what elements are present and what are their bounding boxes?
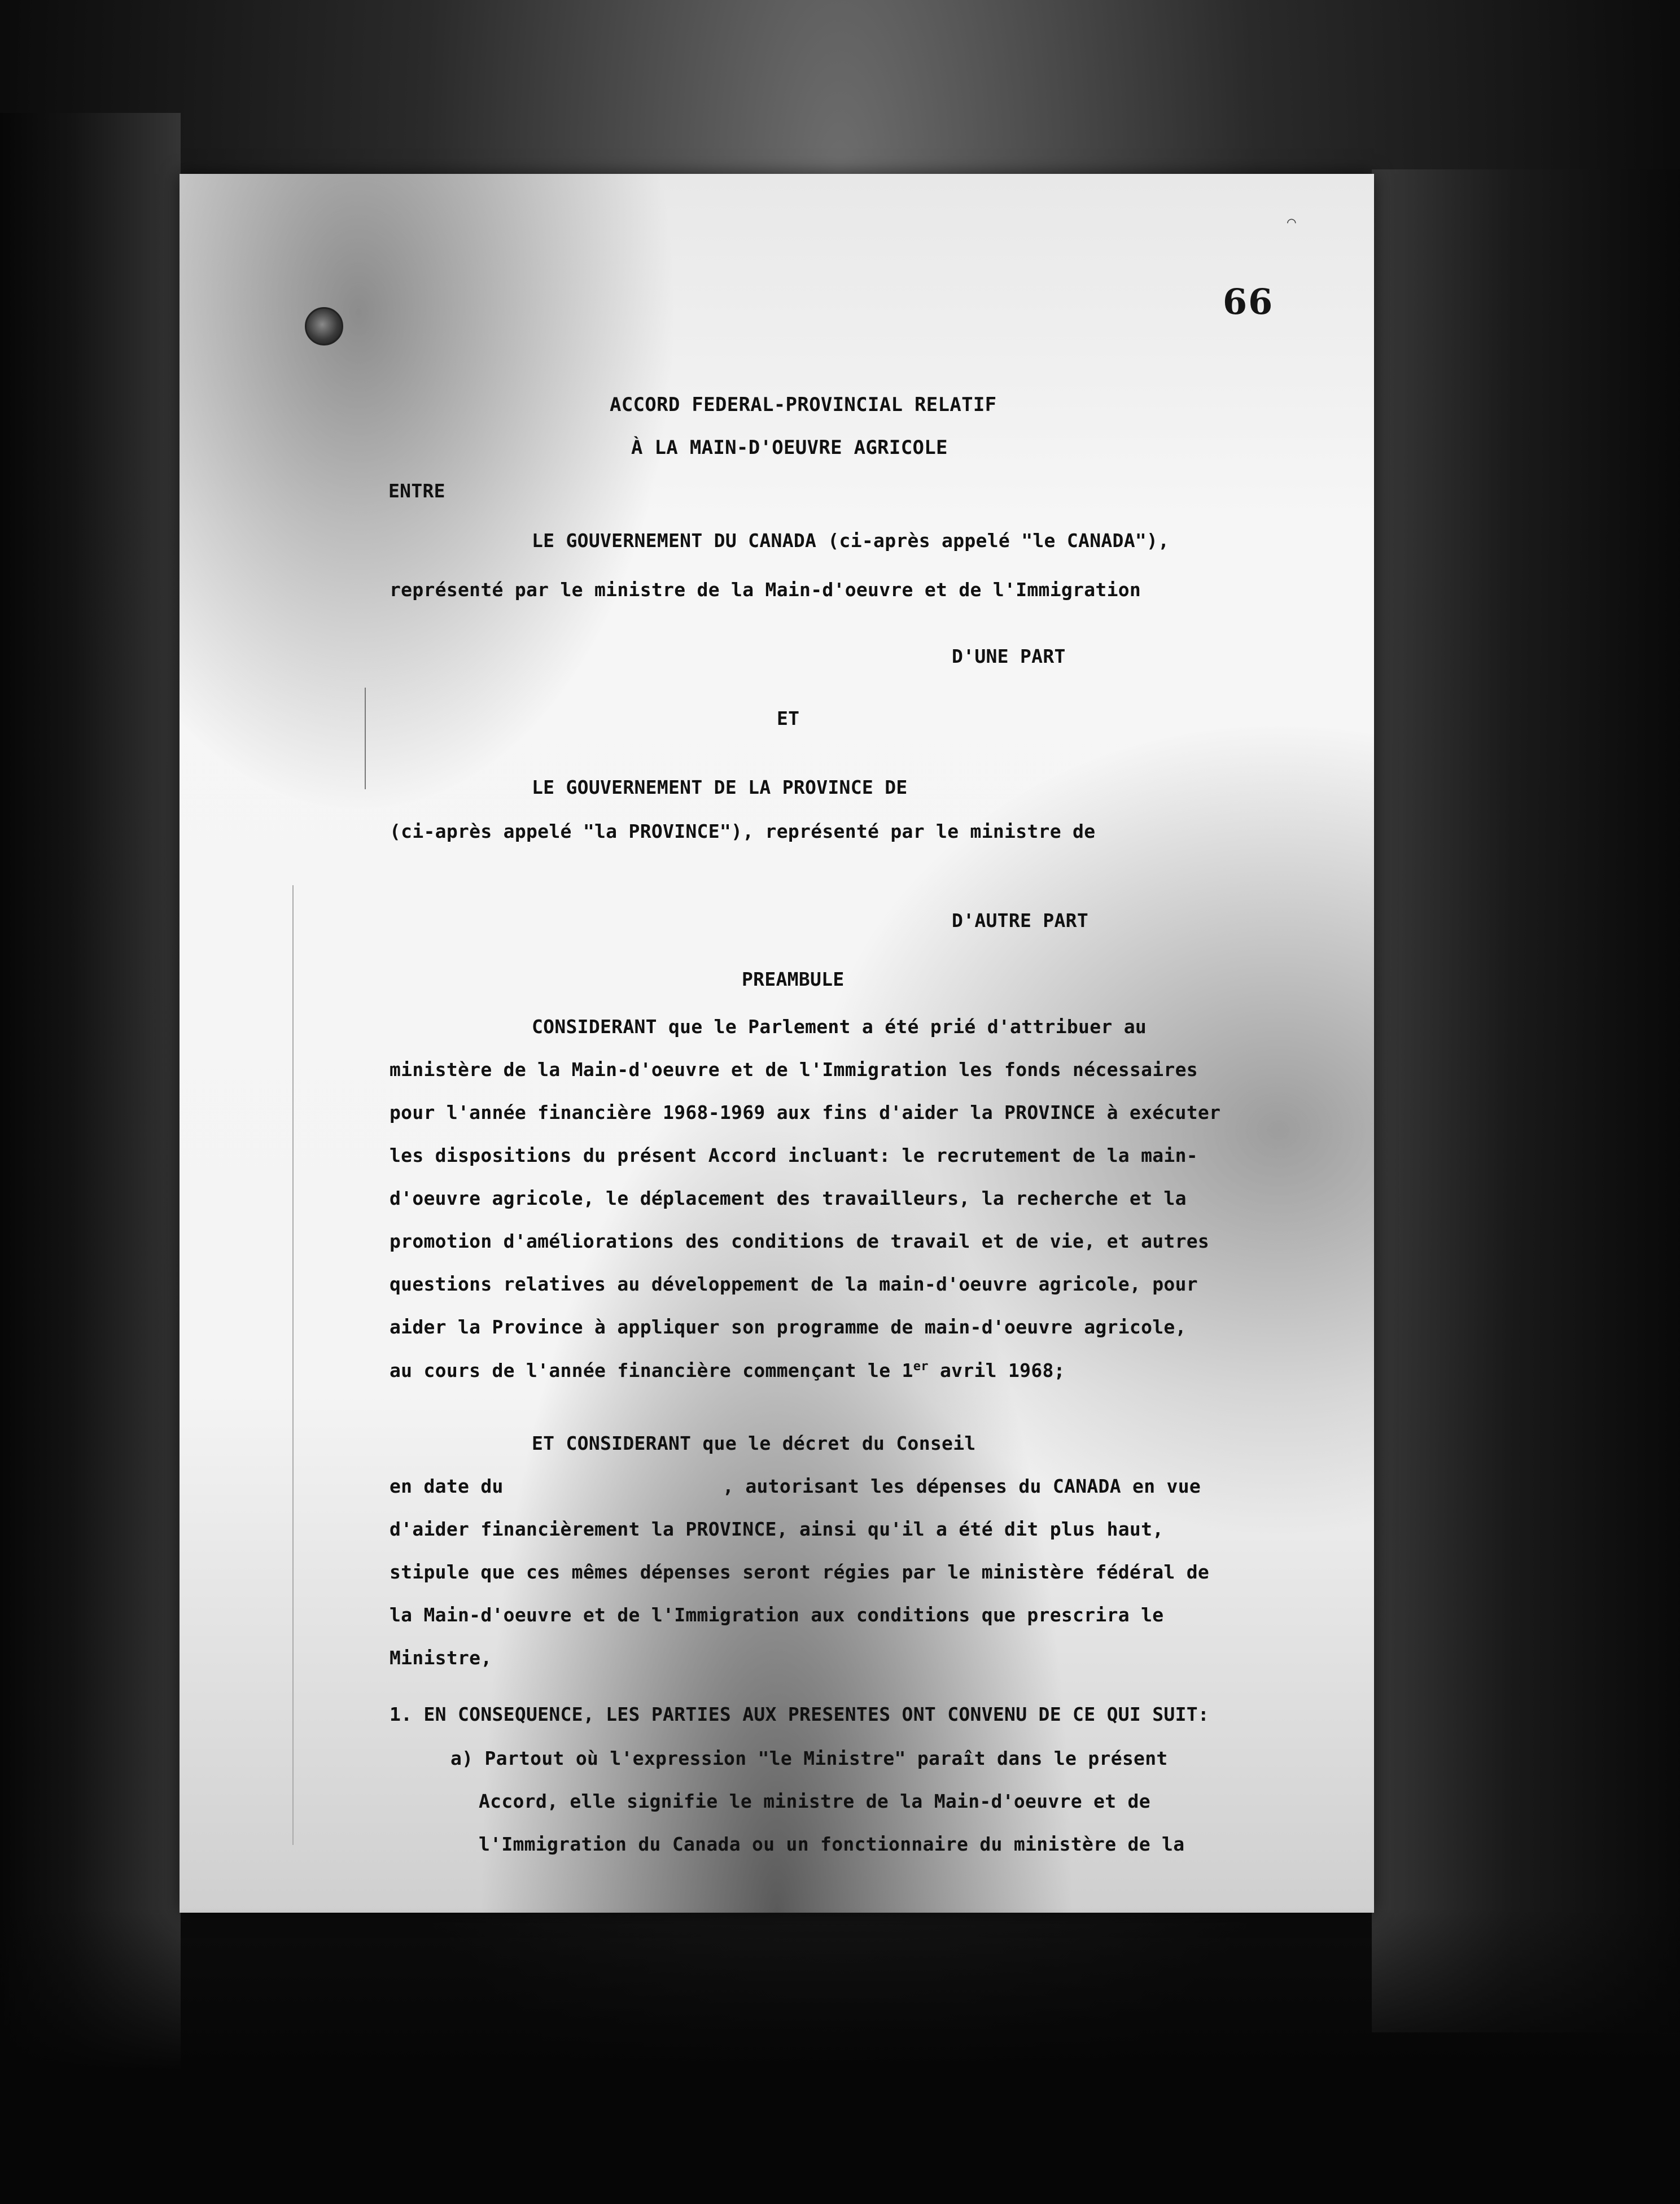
preamble-heading: PREAMBULE <box>742 968 845 990</box>
whereas2-line: stipule que ces mêmes dépenses seront régies par le ministère fédéral de <box>390 1561 1210 1583</box>
preamble-line: ministère de la Main-d'oeuvre et de l'Immigration les fonds nécessaires <box>390 1059 1198 1081</box>
party1-line-1: LE GOUVERNEMENT DU CANADA (ci-après appelé "le CANADA"), <box>532 530 1170 552</box>
clause-1-heading: 1. EN CONSEQUENCE, LES PARTIES AUX PRESENTES ONT CONVENU DE CE QUI SUIT: <box>390 1703 1210 1725</box>
right-shadow <box>1372 169 1680 2032</box>
bottom-shadow <box>0 1908 1680 2204</box>
punch-hole-icon <box>305 307 343 346</box>
preamble-line: les dispositions du présent Accord incluant: le recrutement de la main- <box>390 1144 1198 1166</box>
title-line-1: ACCORD FEDERAL-PROVINCIAL RELATIF <box>610 393 997 416</box>
margin-line <box>365 688 366 789</box>
ordinal-superscript: er <box>913 1359 929 1374</box>
whereas2-line: d'aider financièrement la PROVINCE, ainsi qu'il a été dit plus haut, <box>390 1518 1164 1540</box>
title-line-2: À LA MAIN-D'OEUVRE AGRICOLE <box>631 436 948 459</box>
preamble-line: CONSIDERANT que le Parlement a été prié d'attribuer au <box>532 1016 1147 1038</box>
whereas2-line: Ministre, <box>390 1647 492 1669</box>
preamble-line-last <box>390 1361 1065 1380</box>
entre-label: ENTRE <box>388 480 445 502</box>
d-une-part: D'UNE PART <box>952 645 1066 667</box>
corner-scribble: ⌒ <box>1287 213 1296 230</box>
left-shadow <box>0 113 181 2089</box>
preamble-line: pour l'année financière 1968-1969 aux fins d'aider la PROVINCE à exécuter <box>390 1101 1221 1123</box>
clause-1a-line: Accord, elle signifie le ministre de la Main-d'oeuvre et de <box>479 1790 1150 1812</box>
whereas2-date-label: en date du <box>390 1475 504 1497</box>
party2-line-1: LE GOUVERNEMENT DE LA PROVINCE DE <box>532 776 908 798</box>
whereas2-line: la Main-d'oeuvre et de l'Immigration aux conditions que prescrira le <box>390 1604 1164 1626</box>
preamble-line: questions relatives au développement de la main-d'oeuvre agricole, pour <box>390 1273 1198 1295</box>
whereas2-line-2: , autorisant les dépenses du CANADA en vue <box>723 1475 1201 1497</box>
d-autre-part: D'AUTRE PART <box>952 909 1089 932</box>
preamble-line: aider la Province à appliquer son programme de main-d'oeuvre agricole, <box>390 1316 1187 1338</box>
preamble-line: promotion d'améliorations des conditions de travail et de vie, et autres <box>390 1230 1210 1252</box>
party1-line-2: représenté par le ministre de la Main-d'oeuvre et de l'Immigration <box>390 579 1141 601</box>
preamble-last-prefix: au cours de l'année financière commençant le 1 <box>390 1359 913 1381</box>
clause-1a-line: a) Partout où l'expression "le Ministre" paraît dans le présent <box>450 1747 1168 1769</box>
preamble-last-suffix: avril 1968; <box>928 1359 1065 1381</box>
party2-line-2: (ci-après appelé "la PROVINCE"), représenté par le ministre de <box>390 820 1096 842</box>
whereas2-line-1: ET CONSIDERANT que le décret du Conseil <box>532 1432 976 1454</box>
clause-1a-line: l'Immigration du Canada ou un fonctionnaire du ministère de la <box>479 1833 1185 1855</box>
et-label: ET <box>777 707 800 729</box>
preamble-line: d'oeuvre agricole, le déplacement des travailleurs, la recherche et la <box>390 1187 1187 1209</box>
margin-line <box>292 885 294 1845</box>
page-number: 66 <box>1223 281 1274 322</box>
document-page <box>180 174 1374 1913</box>
